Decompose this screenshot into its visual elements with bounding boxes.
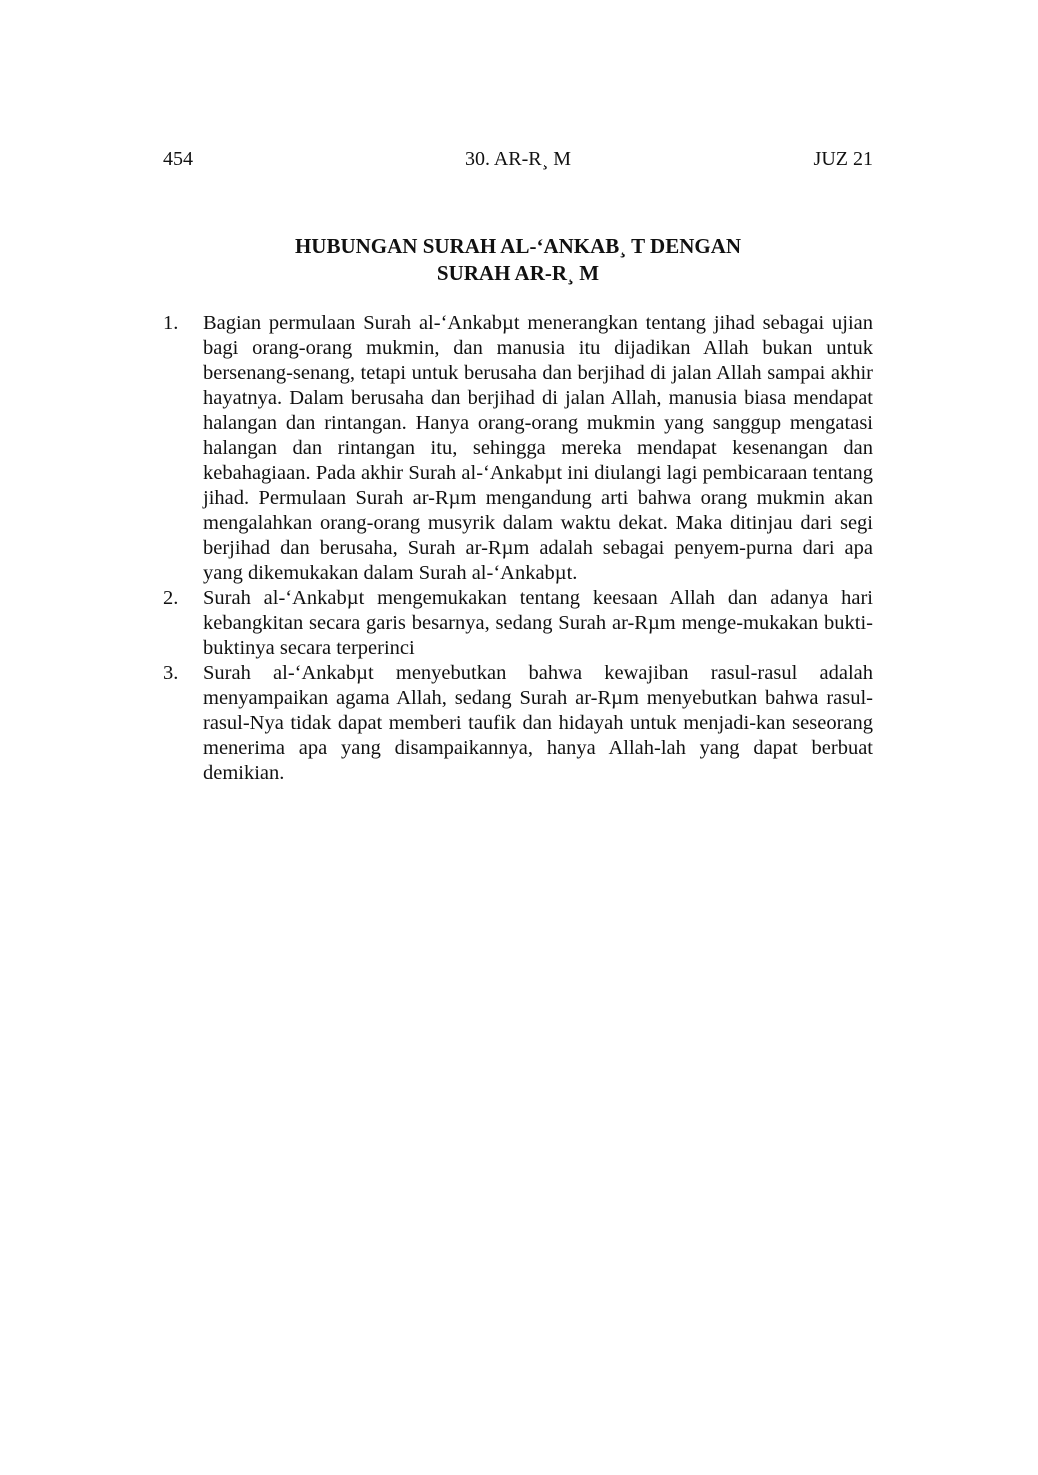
juz-label: JUZ 21 (813, 148, 873, 170)
section-title-line-1: HUBUNGAN SURAH AL-‘ANKAB¸ T DENGAN (294, 234, 742, 258)
list-item-text: Surah al-‘Ankabµt menyebutkan bahwa kewajiban rasul-rasul adalah menyampaikan agama Allah, sedang Surah ar-Rµm menyebutkan bahwa rasul-rasul-Nya tidak dapat memberi taufik dan hidayah untuk menjadi-kan seseorang menerima apa yang disampaikannya, hanya Allah-lah yang dapat berbuat demikian. (203, 662, 873, 784)
list-item-number: 2. (163, 587, 179, 609)
section-title-line-2: SURAH AR-R¸ M (436, 261, 600, 285)
list-item-text: Bagian permulaan Surah al-‘Ankabµt menerangkan tentang jihad sebagai ujian bagi orang-orang mukmin, dan manusia itu dijadikan Allah bukan untuk bersenang-senang, tetapi untuk berusaha dan berjihad di jalan Allah sampai akhir hayatnya. Dalam berusaha dan berjihad di jalan Allah, manusia biasa mendapat halangan dan rintangan. Hanya orang-orang mukmin yang sanggup mengatasi halangan dan rintangan itu, sehingga mereka mendapat kesenangan dan kebahagiaan. Pada akhir Surah al-‘Ankabµt ini diulangi lagi pembicaraan tentang jihad. Permulaan Surah ar-Rµm mengandung arti bahwa orang mukmin akan mengalahkan orang-orang musyrik dalam waktu dekat. Maka ditinjau dari segi berjihad dan berusaha, Surah ar-Rµm adalah sebagai penyem-purna dari apa yang dikemukakan dalam Surah al-‘Ankabµt. (203, 312, 873, 584)
numbered-list (163, 311, 873, 786)
list-item (163, 661, 873, 786)
running-title: 30. AR-R¸ M (464, 148, 572, 170)
list-item (163, 311, 873, 586)
list-item-text: Surah al-‘Ankabµt mengemukakan tentang keesaan Allah dan adanya hari kebangkitan secara garis besarnya, sedang Surah ar-Rµm menge-mukakan bukti-buktinya secara terperinci (203, 587, 873, 659)
list-item (163, 586, 873, 661)
page-header (163, 146, 873, 172)
list-item-number: 1. (163, 312, 179, 334)
page-number: 454 (163, 148, 193, 170)
list-item-number: 3. (163, 662, 179, 684)
section-title (163, 233, 873, 287)
